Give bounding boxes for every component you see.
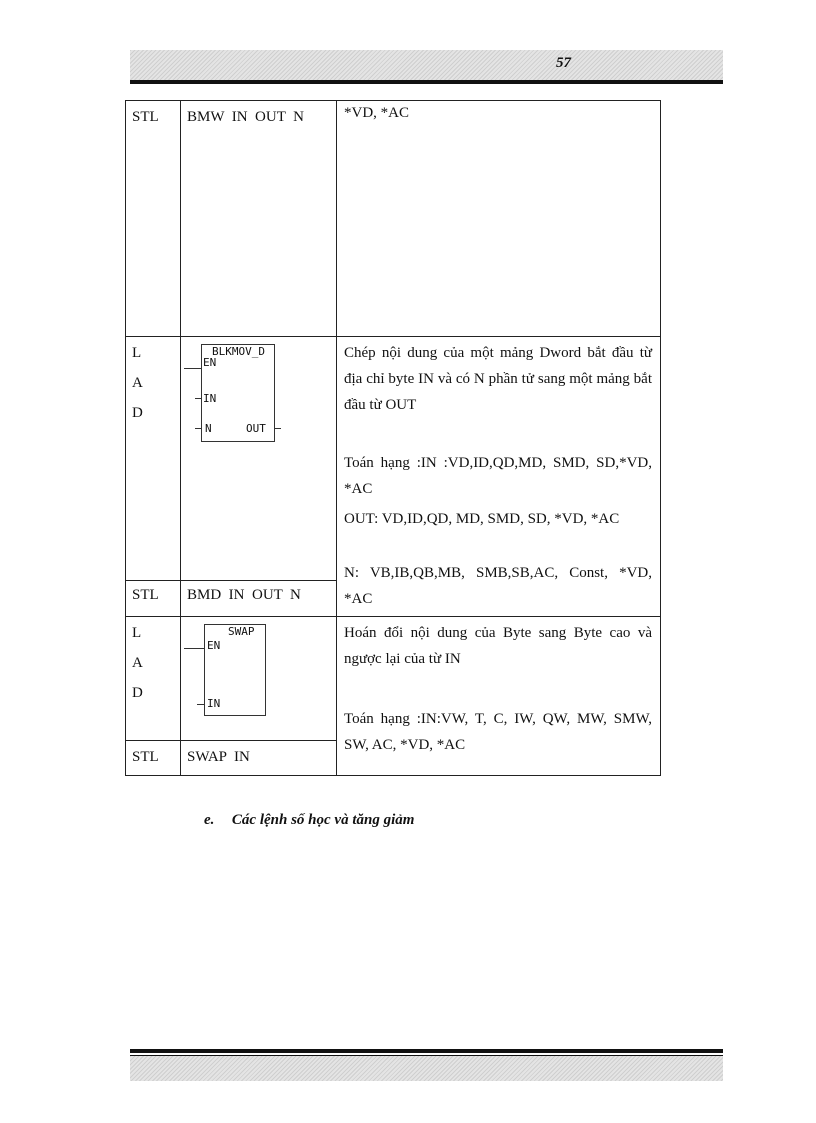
- swap-title: SWAP: [228, 625, 255, 638]
- row1-stl-label: STL: [132, 109, 159, 125]
- blkmov-d-pin-in: IN: [203, 392, 217, 405]
- row2-operands-n: N: VB,IB,QB,MB, SMB,SB,AC, Const, *VD, *AC: [344, 565, 652, 607]
- swap-en-wire: [184, 648, 205, 649]
- row2-description-text: Chép nội dung của một mảng Dword bắt đầu từ địa chỉ byte IN và có N phần tử sang một mảng bắt đầu từ OUT: [344, 345, 652, 413]
- page-number: 57: [556, 55, 571, 71]
- blkmov-d-pin-n: N: [205, 422, 212, 435]
- row2-lad-label: [132, 338, 143, 428]
- swap-pin-in: IN: [207, 697, 221, 710]
- table-border-left: [125, 100, 126, 776]
- row3-operands: Toán hạng :IN:VW, T, C, IW, QW, MW, SMW, SW, AC, *VD, *AC: [344, 711, 652, 753]
- swap-in-wire: [197, 704, 205, 705]
- row2-description: [344, 340, 652, 418]
- row3-stl-code: SWAP IN: [187, 749, 250, 765]
- section-heading: [204, 812, 414, 829]
- row2-lad-letter-l: L: [132, 345, 142, 361]
- row2-operands-out: OUT: VD,ID,QD, MD, SMD, SD, *VD, *AC: [344, 511, 620, 527]
- table-border-bottom: [125, 775, 661, 776]
- table-border-right: [660, 100, 661, 776]
- row1-stl-code: BMW IN OUT N: [187, 109, 304, 125]
- row-divider-4-partial: [125, 740, 337, 741]
- row-divider-1: [125, 336, 661, 337]
- row3-stl-label: STL: [132, 749, 159, 765]
- header-rule: [130, 80, 723, 84]
- row3-lad-label: [132, 618, 143, 708]
- blkmov-d-n-wire: [195, 428, 202, 429]
- row-divider-3: [125, 616, 661, 617]
- blkmov-d-in-wire: [195, 398, 202, 399]
- section-label: e.: [204, 812, 215, 828]
- footer-band: [130, 1056, 723, 1081]
- row3-lad-letter-a: A: [132, 655, 143, 671]
- row2-stl-code: BMD IN OUT N: [187, 587, 301, 603]
- row2-stl-label: STL: [132, 587, 159, 603]
- blkmov-d-en-wire: [184, 368, 202, 369]
- col-divider-1: [180, 100, 181, 776]
- footer-rule: [130, 1049, 723, 1053]
- blkmov-d-out-wire: [274, 428, 281, 429]
- blkmov-d-pin-out: OUT: [246, 422, 266, 435]
- row2-lad-letter-d: D: [132, 405, 143, 421]
- row2-lad-letter-a: A: [132, 375, 143, 391]
- table-border-top: [125, 100, 661, 101]
- section-title: Các lệnh số học và tăng giảm: [231, 812, 415, 828]
- row3-lad-letter-l: L: [132, 625, 142, 641]
- row3-description: Hoán đổi nội dung của Byte sang Byte cao và ngược lại của từ IN: [344, 625, 652, 667]
- col-divider-2: [336, 100, 337, 776]
- blkmov-d-title: BLKMOV_D: [212, 345, 265, 358]
- row2-operands-in: Toán hạng :IN :VD,ID,QD,MD, SMD, SD,*VD, *AC: [344, 455, 652, 497]
- row3-lad-letter-d: D: [132, 685, 143, 701]
- swap-pin-en: EN: [207, 639, 221, 652]
- header-band: [130, 50, 723, 80]
- blkmov-d-pin-en: EN: [203, 356, 217, 369]
- row-divider-2-partial: [125, 580, 337, 581]
- row1-operands: *VD, *AC: [344, 105, 410, 121]
